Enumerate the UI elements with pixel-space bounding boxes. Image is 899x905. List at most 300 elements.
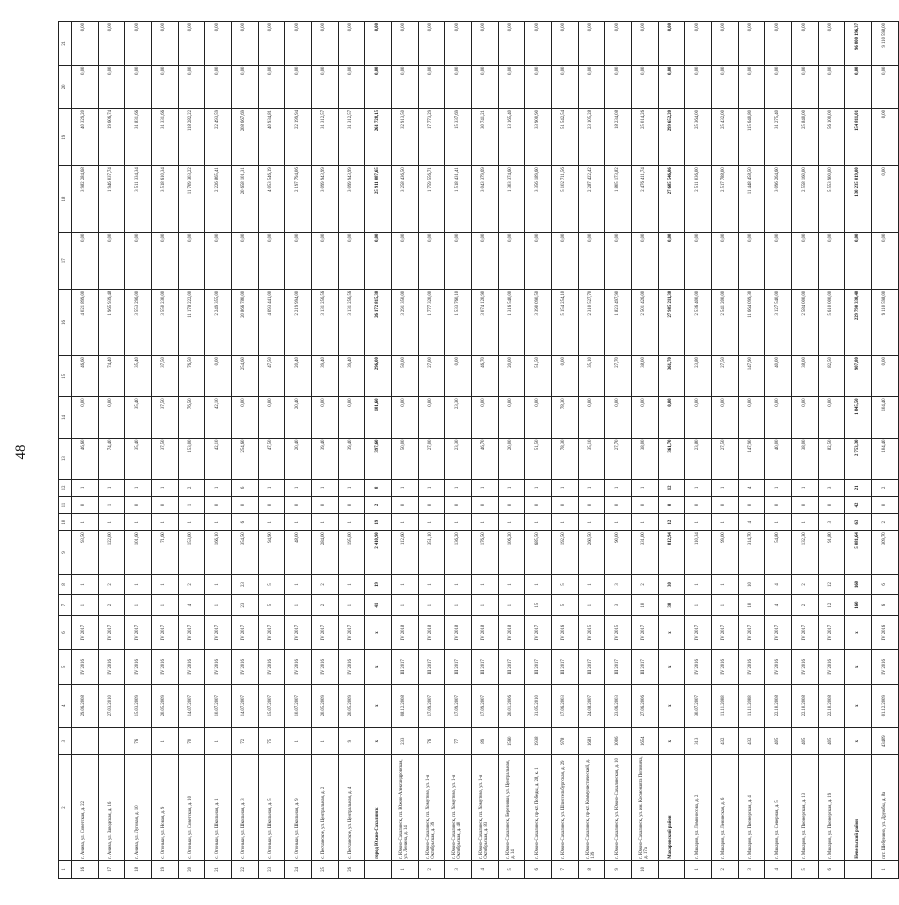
table-cell: 2 bbox=[98, 595, 125, 616]
table-row bbox=[525, 22, 552, 879]
table-cell: 40 934,81 bbox=[258, 109, 285, 166]
table-cell: 5 bbox=[258, 574, 285, 595]
table-cell: IV 2016 bbox=[258, 650, 285, 684]
table-cell: 1 bbox=[392, 479, 419, 496]
table-cell: 3 043 379,69 bbox=[472, 166, 499, 232]
table-cell: 1 518 431,41 bbox=[445, 166, 472, 232]
table-cell: 23,30 bbox=[445, 397, 472, 438]
table-cell: 10 bbox=[632, 860, 659, 878]
table-cell: 0,00 bbox=[258, 232, 285, 289]
table-cell: 0,00 bbox=[658, 232, 685, 289]
table-cell: 21 bbox=[205, 860, 232, 878]
table-cell: 166,10 bbox=[205, 531, 232, 574]
table-cell: 3 127 540,00 bbox=[765, 289, 792, 355]
table-cell: 8 bbox=[578, 860, 605, 878]
table-cell: 23 bbox=[232, 595, 259, 616]
column-number-cell: 13 bbox=[59, 438, 72, 479]
table-cell: 2 249 355,00 bbox=[205, 289, 232, 355]
table-cell: 2 bbox=[365, 496, 392, 513]
table-cell: 1 bbox=[125, 574, 152, 595]
table-cell: 1 533 760,10 bbox=[445, 289, 472, 355]
table-cell: 0,00 bbox=[738, 22, 765, 66]
table-cell: 3 553 296,00 bbox=[125, 289, 152, 355]
table-cell: 1 bbox=[285, 595, 312, 616]
column-number-cell: 12 bbox=[59, 479, 72, 496]
table-cell: 0,00 bbox=[632, 22, 659, 66]
table-row bbox=[205, 22, 232, 879]
table-cell: 2 584 000,00 bbox=[792, 289, 819, 355]
column-number-cell: 9 bbox=[59, 531, 72, 574]
table-cell: IV 2016 bbox=[792, 650, 819, 684]
table-cell: III 2017 bbox=[392, 650, 419, 684]
table-cell: 47,50 bbox=[258, 438, 285, 479]
table-cell: 11 448 458,50 bbox=[738, 166, 765, 232]
table-cell: 0,00 bbox=[472, 232, 499, 289]
column-number-cell: 1 bbox=[59, 860, 72, 878]
table-cell: 405 bbox=[765, 727, 792, 754]
table-cell: 20 bbox=[178, 860, 205, 878]
table-cell: 1 bbox=[765, 479, 792, 496]
table-cell: 0,00 bbox=[632, 65, 659, 108]
table-cell: 0,00 bbox=[552, 65, 579, 108]
table-cell: 1 bbox=[685, 574, 712, 595]
table-cell: 1 bbox=[98, 496, 125, 513]
table-cell: 1 bbox=[498, 514, 525, 531]
table-cell: III 2017 bbox=[472, 650, 499, 684]
table-cell: 1 bbox=[472, 574, 499, 595]
column-number-row bbox=[59, 22, 72, 879]
table-cell: 70 bbox=[178, 727, 205, 754]
table-cell: 48,00 bbox=[285, 531, 312, 574]
table-row bbox=[792, 22, 819, 879]
table-cell: 351,10 bbox=[418, 531, 445, 574]
table-cell: 40 329,20 bbox=[72, 109, 99, 166]
table-cell: 39,40 bbox=[338, 438, 365, 479]
table-cell: 01.12.2009 bbox=[872, 684, 899, 727]
table-cell: 46,70 bbox=[472, 438, 499, 479]
table-cell: 314,70 bbox=[738, 531, 765, 574]
table-cell: 50,00 bbox=[392, 438, 419, 479]
table-cell: 3 096 264,60 bbox=[765, 166, 792, 232]
table-cell: 122,00 bbox=[98, 531, 125, 574]
table-cell: 1 bbox=[445, 595, 472, 616]
table-cell: 0 bbox=[392, 496, 419, 513]
table-cell: 39,40 bbox=[312, 356, 339, 397]
table-cell: 46,60 bbox=[72, 356, 99, 397]
table-cell: 42,10 bbox=[205, 438, 232, 479]
table-cell: 42 bbox=[845, 496, 872, 513]
table-cell: 23 105,28 bbox=[578, 109, 605, 166]
table-cell: 0 bbox=[525, 496, 552, 513]
table-cell: 4 bbox=[765, 860, 792, 878]
table-cell: 0,00 bbox=[472, 22, 499, 66]
table-cell: IV 2016 bbox=[205, 650, 232, 684]
table-cell: 405 bbox=[792, 727, 819, 754]
table-row bbox=[605, 22, 632, 879]
column-number-cell: 7 bbox=[59, 595, 72, 616]
table-cell: 31 831,66 bbox=[125, 109, 152, 166]
table-cell: 20.05.2009 bbox=[152, 684, 179, 727]
table-cell: IV 2017 bbox=[338, 615, 365, 649]
table-cell: x bbox=[845, 727, 872, 754]
table-cell: 1 bbox=[312, 514, 339, 531]
table-cell: 0 bbox=[765, 496, 792, 513]
table-cell: 82,50 bbox=[818, 438, 845, 479]
table-cell: 0 bbox=[578, 496, 605, 513]
table-cell: 19 bbox=[365, 574, 392, 595]
table-cell: г. Анива, ул. Луговая, д. 10 bbox=[125, 755, 152, 860]
table-cell: 41 bbox=[365, 595, 392, 616]
table-cell: x bbox=[365, 727, 392, 754]
table-cell: 0,00 bbox=[472, 65, 499, 108]
table-cell: 35,10 bbox=[578, 356, 605, 397]
table-cell: IV 2016 bbox=[178, 650, 205, 684]
table-cell: 71,60 bbox=[152, 531, 179, 574]
table-cell: 15.03.2009 bbox=[125, 684, 152, 727]
table-cell: 1 bbox=[685, 860, 712, 878]
table-cell: город Южно-Сахалинск bbox=[365, 755, 392, 860]
table-cell: 1 bbox=[392, 595, 419, 616]
column-number-cell: 6 bbox=[59, 615, 72, 649]
table-cell: г. Макаров, ул. Северная, д. 5 bbox=[765, 755, 792, 860]
column-number-cell: 8 bbox=[59, 574, 72, 595]
table-cell bbox=[72, 727, 99, 754]
table-cell: 1 bbox=[125, 595, 152, 616]
table-cell: 0,00 bbox=[845, 232, 872, 289]
table-cell: IV 2017 bbox=[312, 615, 339, 649]
table-cell: 27,00 bbox=[418, 438, 445, 479]
column-number-cell: 20 bbox=[59, 65, 72, 108]
table-cell: 27.03.2010 bbox=[98, 684, 125, 727]
table-cell: 0,00 bbox=[765, 65, 792, 108]
table-cell: 0 bbox=[232, 496, 259, 513]
table-cell: 296,00 bbox=[365, 356, 392, 397]
table-cell: 1 bbox=[125, 479, 152, 496]
table-cell: 35,40 bbox=[125, 356, 152, 397]
table-cell: 0,00 bbox=[552, 232, 579, 289]
table-cell: x bbox=[658, 684, 685, 727]
table-cell: 101,60 bbox=[365, 397, 392, 438]
table-cell: 1 bbox=[205, 514, 232, 531]
table-cell: 10.07.2007 bbox=[285, 684, 312, 727]
table-cell: 1 bbox=[472, 514, 499, 531]
table-cell: IV 2016 bbox=[312, 650, 339, 684]
table-cell: 27,70 bbox=[605, 356, 632, 397]
table-cell: 313 bbox=[685, 727, 712, 754]
table-cell: 0,00 bbox=[205, 22, 232, 66]
table-cell: 1 bbox=[178, 496, 205, 513]
table-cell: 0,00 bbox=[738, 232, 765, 289]
table-cell: 361,70 bbox=[658, 438, 685, 479]
table-cell: 63 bbox=[845, 514, 872, 531]
table-cell: г. Южно-Сахалинск, пл. Южно-Александровская, ул. Ленина, д. 14 bbox=[392, 755, 419, 860]
table-cell: 25 014,26 bbox=[632, 109, 659, 166]
table-cell: 154 811,01 bbox=[845, 109, 872, 166]
table-cell: 25 bbox=[312, 860, 339, 878]
column-number-cell: 16 bbox=[59, 289, 72, 355]
table-cell: 1 bbox=[98, 514, 125, 531]
rotated-registry-table bbox=[58, 21, 887, 879]
table-cell: 74,40 bbox=[98, 438, 125, 479]
table-cell: 78,30 bbox=[552, 438, 579, 479]
table-cell: 1 bbox=[418, 574, 445, 595]
table-cell: 0,00 bbox=[792, 22, 819, 66]
table-cell: 5 bbox=[792, 860, 819, 878]
table-cell: г. Макаров, ул. Ленинская, д. 6 bbox=[712, 755, 739, 860]
table-cell: 42,10 bbox=[205, 397, 232, 438]
table-cell: с. Огоньки, ул. Школьная, д. 1 bbox=[205, 755, 232, 860]
table-cell: 1 823 497,90 bbox=[605, 289, 632, 355]
table-cell: 0 bbox=[605, 496, 632, 513]
table-cell: 0,00 bbox=[872, 65, 899, 108]
table-cell: 1 bbox=[578, 479, 605, 496]
table-cell: 0,00 bbox=[125, 232, 152, 289]
table-cell: 812,94 bbox=[658, 531, 685, 574]
table-cell: 0,00 bbox=[872, 109, 899, 166]
table-cell: 0,00 bbox=[98, 232, 125, 289]
table-cell: 27,00 bbox=[418, 356, 445, 397]
table-cell: 20 658 101,31 bbox=[232, 166, 259, 232]
table-cell: 0,00 bbox=[445, 65, 472, 108]
table-cell: 1 bbox=[72, 595, 99, 616]
table-cell: 160 bbox=[845, 574, 872, 595]
table-cell: г. Макаров, ул. Пионерская, д. 13 bbox=[792, 755, 819, 860]
table-row bbox=[738, 22, 765, 879]
table-cell: 405 bbox=[818, 727, 845, 754]
table-cell: 1 bbox=[152, 727, 179, 754]
table-row bbox=[445, 22, 472, 879]
table-cell: 0,00 bbox=[205, 356, 232, 397]
table-cell: x bbox=[365, 650, 392, 684]
table-cell: 22 bbox=[232, 860, 259, 878]
table-cell: 2 bbox=[312, 595, 339, 616]
table-cell: 31 312,57 bbox=[338, 109, 365, 166]
table-cell: 0,00 bbox=[632, 397, 659, 438]
table-cell: 11 664 099,30 bbox=[738, 289, 765, 355]
table-cell: 37,50 bbox=[152, 438, 179, 479]
table-cell: III 2017 bbox=[525, 650, 552, 684]
table-cell: 17.09.2007 bbox=[472, 684, 499, 727]
table-cell: IV 2018 bbox=[472, 615, 499, 649]
column-number-cell: 11 bbox=[59, 496, 72, 513]
table-cell: 30 741,21 bbox=[472, 109, 499, 166]
table-cell: 153,00 bbox=[178, 531, 205, 574]
table-cell: 2 226 865,41 bbox=[205, 166, 232, 232]
table-cell: 3 550 230,00 bbox=[152, 289, 179, 355]
table-cell: 1 759 556,71 bbox=[418, 166, 445, 232]
table-cell: 3 356 189,60 bbox=[525, 166, 552, 232]
table-cell: 0,00 bbox=[312, 232, 339, 289]
table-cell: 0,00 bbox=[72, 65, 99, 108]
table-row bbox=[578, 22, 605, 879]
table-cell: x bbox=[845, 650, 872, 684]
table-cell: 361,70 bbox=[658, 356, 685, 397]
table-cell: 299 652,20 bbox=[658, 109, 685, 166]
table-cell: 46,70 bbox=[472, 356, 499, 397]
table-cell: 19 bbox=[152, 860, 179, 878]
table-cell: 0,00 bbox=[872, 232, 899, 289]
table-cell: 0,00 bbox=[605, 65, 632, 108]
table-cell: 2 bbox=[312, 574, 339, 595]
table-cell: 1 bbox=[72, 514, 99, 531]
table-cell: 1 bbox=[205, 574, 232, 595]
table-cell: 0,00 bbox=[72, 22, 99, 66]
table-cell: 20 866 780,00 bbox=[232, 289, 259, 355]
table-cell: 15 337,69 bbox=[445, 109, 472, 166]
table-row bbox=[285, 22, 312, 879]
table-cell: 5 553 900,00 bbox=[818, 166, 845, 232]
table-cell: 2 219 994,00 bbox=[285, 289, 312, 355]
table-cell: 17 773,29 bbox=[418, 109, 445, 166]
table-cell: 0,00 bbox=[872, 356, 899, 397]
table-cell: 4 021 899,00 bbox=[72, 289, 99, 355]
table-cell: 96 800 196,37 bbox=[845, 22, 872, 66]
table-cell: 1 303 374,60 bbox=[498, 166, 525, 232]
table-cell: 4 bbox=[738, 479, 765, 496]
table-cell: IV 2016 bbox=[152, 650, 179, 684]
table-cell: с. Песчанское, ул. Центральная, д. 2 bbox=[312, 755, 339, 860]
table-cell: IV 2017 bbox=[712, 615, 739, 649]
table-cell: 20,40 bbox=[285, 356, 312, 397]
table-cell: 1 bbox=[605, 514, 632, 531]
table-cell: 11.11.2008 bbox=[712, 684, 739, 727]
table-cell: 15.07.2007 bbox=[258, 684, 285, 727]
table-cell: 907,80 bbox=[845, 356, 872, 397]
table-cell: 0,00 bbox=[685, 397, 712, 438]
table-cell: 27.06.2006 bbox=[632, 684, 659, 727]
table-cell: 1006 bbox=[605, 727, 632, 754]
column-number-cell: 17 bbox=[59, 232, 72, 289]
table-cell: 35,10 bbox=[578, 438, 605, 479]
table-cell: 3 074 120,90 bbox=[472, 289, 499, 355]
table-cell: IV 2017 bbox=[792, 615, 819, 649]
table-cell: 12 bbox=[658, 514, 685, 531]
table-cell: 432 bbox=[738, 727, 765, 754]
table-cell: 10.07.2007 bbox=[205, 684, 232, 727]
table-cell: 2 310 527,70 bbox=[578, 289, 605, 355]
table-cell: 0,00 bbox=[792, 65, 819, 108]
table-cell: 91,80 bbox=[818, 531, 845, 574]
table-cell: 12 bbox=[818, 574, 845, 595]
table-cell: Невельский район bbox=[845, 755, 872, 860]
table-cell: 2 bbox=[792, 574, 819, 595]
table-cell: 0 bbox=[205, 496, 232, 513]
table-cell: 254,60 bbox=[232, 356, 259, 397]
table-cell: 2 bbox=[178, 479, 205, 496]
table-cell: 94,90 bbox=[258, 531, 285, 574]
table-cell: г. Южно-Сахалинск, Березняки, ул. Центральная, д. 14 bbox=[498, 755, 525, 860]
table-cell: 1 bbox=[712, 595, 739, 616]
table-cell: 0,00 bbox=[258, 65, 285, 108]
table-cell: с. Огоньки, ул. Новая, д. 9 bbox=[152, 755, 179, 860]
table-cell: 4 053 546,19 bbox=[258, 166, 285, 232]
table-cell: 5 bbox=[498, 860, 525, 878]
table-cell: 978 bbox=[552, 727, 579, 754]
table-cell: 1 bbox=[125, 514, 152, 531]
table-cell: 27 685 546,06 bbox=[658, 166, 685, 232]
table-cell: IV 2016 bbox=[738, 650, 765, 684]
table-cell: 10 bbox=[738, 574, 765, 595]
table-cell: 0 bbox=[818, 496, 845, 513]
table-cell: 0,00 bbox=[125, 22, 152, 66]
table-cell: 13 165,40 bbox=[498, 109, 525, 166]
table-cell: IV 2018 bbox=[445, 615, 472, 649]
table-cell: с. Огоньки, ул. Школьная, д. 5 bbox=[258, 755, 285, 860]
table-cell: 0,00 bbox=[578, 65, 605, 108]
table-cell: IV 2018 bbox=[392, 615, 419, 649]
table-cell: 104,40 bbox=[872, 397, 899, 438]
table-cell: 0 bbox=[498, 496, 525, 513]
table-cell: 2 753,30 bbox=[845, 438, 872, 479]
table-cell: 0,00 bbox=[765, 397, 792, 438]
table-cell: 23,80 bbox=[685, 438, 712, 479]
table-cell: x bbox=[845, 615, 872, 649]
table-cell: IV 2017 bbox=[72, 615, 99, 649]
table-cell: 3 bbox=[445, 860, 472, 878]
table-cell: 0 bbox=[285, 496, 312, 513]
table-cell bbox=[658, 860, 685, 878]
table-cell: 0 bbox=[338, 496, 365, 513]
table-cell: с. Песчанское, ул. Центральная, д. 4 bbox=[338, 755, 365, 860]
table-cell: 0,00 bbox=[392, 65, 419, 108]
table-cell: 2 558 160,00 bbox=[792, 166, 819, 232]
table-cell: 1 bbox=[552, 479, 579, 496]
table-cell: 233 bbox=[392, 727, 419, 754]
table-cell: 76 bbox=[125, 727, 152, 754]
table-cell: 0,00 bbox=[605, 397, 632, 438]
table-cell: 2 536 400,00 bbox=[685, 289, 712, 355]
table-cell: 39,40 bbox=[312, 438, 339, 479]
table-cell: 0 bbox=[472, 496, 499, 513]
table-cell: 101,60 bbox=[125, 531, 152, 574]
table-row bbox=[685, 22, 712, 879]
table-cell: 104,40 bbox=[872, 438, 899, 479]
table-cell: 0,00 bbox=[685, 65, 712, 108]
table-cell: 20,00 bbox=[498, 356, 525, 397]
table-cell: 46,60 bbox=[72, 438, 99, 479]
table-cell: 1 bbox=[258, 514, 285, 531]
table-cell: 27,50 bbox=[712, 356, 739, 397]
table-cell: 2 bbox=[712, 860, 739, 878]
table-cell: 0,00 bbox=[418, 65, 445, 108]
table-cell: 20,40 bbox=[285, 438, 312, 479]
table-cell: 0,00 bbox=[365, 232, 392, 289]
table-cell: 331,00 bbox=[632, 531, 659, 574]
table-cell: 2 bbox=[178, 574, 205, 595]
table-cell: III 2017 bbox=[418, 650, 445, 684]
table-cell: 2 410,90 bbox=[365, 531, 392, 574]
table-cell: 51 542,54 bbox=[552, 109, 579, 166]
table-cell: x bbox=[658, 615, 685, 649]
table-cell: IV 2016 bbox=[338, 650, 365, 684]
table-cell: 14.07.2007 bbox=[232, 684, 259, 727]
table-cell: 0,00 bbox=[152, 65, 179, 108]
table-cell: 6 bbox=[525, 860, 552, 878]
table-cell: x bbox=[365, 684, 392, 727]
table-cell: 0,00 bbox=[498, 65, 525, 108]
table-cell: 0,00 bbox=[738, 397, 765, 438]
table-cell: IV 2016 bbox=[872, 615, 899, 649]
table-cell: 4 093 441,00 bbox=[258, 289, 285, 355]
table-cell: 4 bbox=[472, 860, 499, 878]
table-cell: 1 965 939,48 bbox=[98, 289, 125, 355]
table-cell: 32 913,50 bbox=[392, 109, 419, 166]
table-cell: 7 bbox=[552, 860, 579, 878]
table-cell: 1 bbox=[258, 479, 285, 496]
table-cell: 78,30 bbox=[552, 397, 579, 438]
table-cell: 1 bbox=[712, 479, 739, 496]
table-cell: x bbox=[365, 615, 392, 649]
